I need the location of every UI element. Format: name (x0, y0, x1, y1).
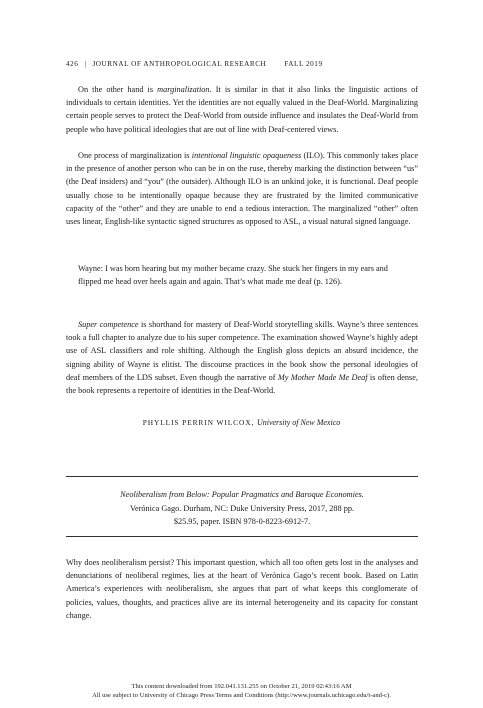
emphasis-term: Super competence (78, 320, 139, 329)
text-run: is often dense, the book represents a repertoire of identities in the Deaf-World. (66, 372, 418, 396)
book-entry-price-isbn: $25.95, paper. ISBN 978-0-8223-6912-7. (173, 517, 311, 526)
page-number: 426 (66, 60, 79, 68)
journal-title: JOURNAL OF ANTHROPOLOGICAL RESEARCH (92, 60, 267, 68)
book-entry-title: Neoliberalism from Below: Popular Pragmatics and Baroque Economies. (120, 490, 364, 499)
book-title-reference: My Mother Made Me Deaf (277, 372, 368, 382)
book-entry-publication: Verónica Gago. Durham, NC: Duke University Press, 2017, 288 pp. (129, 503, 355, 513)
reviewer-affiliation: University of New Mexico (256, 418, 341, 427)
divider-rule (66, 536, 418, 537)
review2-text: Why does neoliberalism persist? This important question, which all too often gets lost in the analyses and denunciations of neoliberal regimes, lies at the heart of Verónica Gago’s recent book. Based on Latin America’s experiences with neoliberalism, she argues that part of what keeps this conglomerate of policies, values, thoughts, and practices alive are its internal heterogeneity and its capacity for constant change. (66, 558, 418, 620)
divider-rule (66, 476, 418, 477)
reviewer-signature (0, 418, 483, 427)
reviewer-name: PHYLLIS PERRIN WILCOX (142, 418, 252, 427)
block-quote (78, 262, 405, 288)
quote-text: Wayne: I was born hearing but my mother became crazy. She stuck her fingers in my ears and flipped me head over heels again and again. That’s what made me deaf (p. 126). (78, 264, 388, 287)
book-entry (66, 488, 418, 529)
download-notice-line-2: All use subject to University of Chicago Press Terms and Conditions (http://www.journals.uchicago.edu/t-and-c). (92, 691, 391, 699)
emphasis-term: marginalization (157, 85, 210, 94)
download-notice (0, 683, 483, 700)
text-run: One process of marginalization is (78, 151, 192, 160)
text-run: (ILO). This commonly takes place in the presence of another person who can be in on the ruse, thereby marking the distinction between “us” (the Deaf insiders) and “you” (the outsider). Although ILO is an unkind joke, it is functional. Deaf people usually chose to be intentionally opaque because they are frustrated by the limited communicative capacity of the “other” and they are unable to end a tedious interaction. The marginalized “other” often uses linear, English-like syntactic signed structures as opposed to ASL, a visual natural signed language. (66, 151, 418, 227)
text-run: . It is similar in that it also links the linguistic actions of individuals to certain identities. Yet the identities are not equally valued in the Deaf-World. Marginalizing certain people serves to protect the Deaf-World from outside influence and insulates the Deaf-World from people who have political ideologies that are out of line with Deaf-centered views. (66, 85, 418, 134)
text-run: is shorthand for mastery of Deaf-World storytelling skills. Wayne’s three sentences took a full chapter to analyze due to his super competence. The examination showed Wayne’s highly adept use of ASL classifiers and role shifting. Although the English gloss depicts an absurd incidence, the signing ability of Wayne is elitist. The discourse practices in the book show the personal ideologies of deaf members of the LDS subset. Even though the narrative of (66, 320, 418, 382)
issue-date: FALL 2019 (284, 60, 323, 68)
review-paragraph-1 (66, 83, 418, 136)
running-head-separator: | (84, 60, 87, 68)
download-notice-line-1: This content downloaded from 192.041.131.255 on October 21, 2019 02:43:16 AM (131, 683, 352, 690)
text-run: On the other hand is (78, 85, 158, 94)
running-head (66, 60, 323, 68)
review-paragraph-3 (66, 318, 418, 397)
signature-separator: , (251, 418, 257, 427)
review-paragraph-2 (66, 149, 418, 228)
emphasis-term: intentional linguistic opaqueness (191, 151, 302, 160)
review2-paragraph-1 (66, 556, 418, 622)
